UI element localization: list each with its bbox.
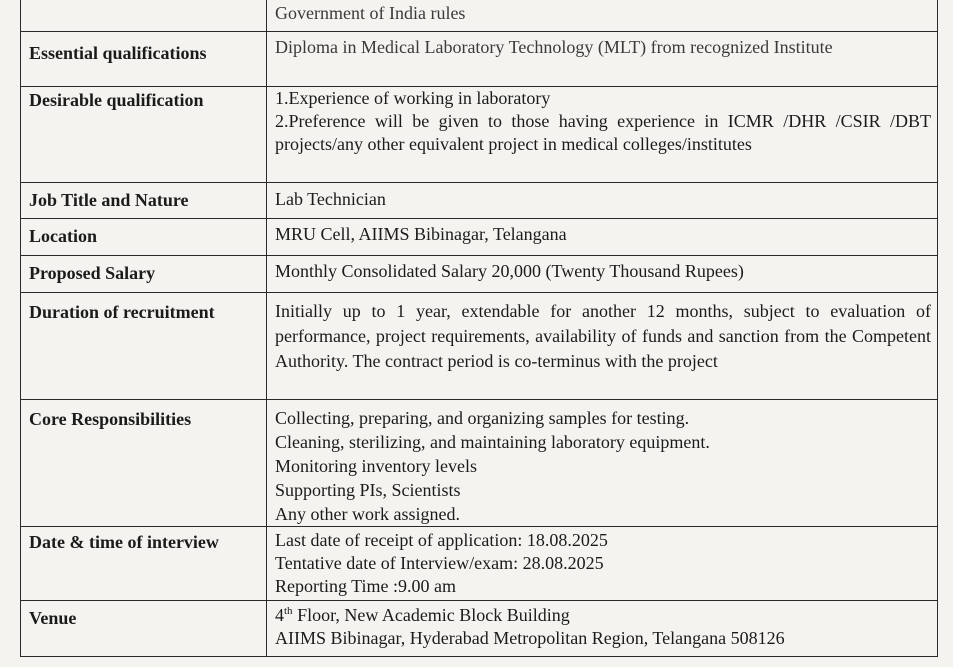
value-line: Any other work assigned.: [275, 504, 460, 524]
value-line: Reporting Time :9.00 am: [275, 576, 457, 596]
job-details-table: [20, 0, 938, 657]
value-line: MRU Cell, AIIMS Bibinagar, Telangana: [275, 224, 567, 244]
value-line: Diploma in Medical Laboratory Technology (MLT) from recognized Institute: [275, 37, 833, 57]
row-label: Proposed Salary: [21, 256, 267, 293]
floor-number: 4: [275, 605, 284, 625]
table-row: [21, 183, 938, 219]
value-line: 1.Experience of working in laboratory: [275, 88, 551, 108]
value-line: Cleaning, sterilizing, and maintaining laboratory equipment.: [275, 432, 710, 452]
row-label: Core Responsibilities: [21, 400, 267, 527]
row-value: [267, 87, 938, 183]
value-line: Monitoring inventory levels: [275, 456, 477, 476]
value-line: Tentative date of Interview/exam: 28.08.2025: [275, 553, 604, 573]
row-value: [267, 527, 938, 601]
row-value: [267, 256, 938, 293]
row-value: [267, 400, 938, 527]
value-line: Initially up to 1 year, extendable for another 12 months, subject to evaluation of performance, project requirements, availability of funds and sanction from the Competent Authority. The contract period is co-terminus with the project: [275, 301, 931, 371]
value-line: 2.Preference will be given to those having experience in ICMR /DHR /CSIR /DBT projects/any other equivalent project in medical colleges/institutes: [275, 111, 931, 154]
row-value: [267, 183, 938, 219]
row-label: Desirable qualification: [21, 87, 267, 183]
row-label: Duration of recruitment: [21, 293, 267, 400]
row-label: Venue: [21, 601, 267, 657]
row-value: [267, 32, 938, 87]
value-line: AIIMS Bibinagar, Hyderabad Metropolitan Region, Telangana 508126: [275, 628, 785, 648]
value-line: Supporting PIs, Scientists: [275, 480, 461, 500]
row-label: Location: [21, 219, 267, 256]
table-row: [21, 87, 938, 183]
venue-building: Floor, New Academic Block Building: [292, 605, 570, 625]
value-line: [275, 604, 931, 627]
ordinal-suffix: th: [284, 605, 293, 617]
row-value: [267, 601, 938, 657]
row-value: [267, 293, 938, 400]
table-row: [21, 601, 938, 657]
table-row: [21, 0, 938, 32]
table-row: [21, 527, 938, 601]
value-line: Government of India rules: [275, 3, 466, 23]
table-row: [21, 293, 938, 400]
table-row: [21, 256, 938, 293]
table-row: [21, 32, 938, 87]
value-line: Monthly Consolidated Salary 20,000 (Twenty Thousand Rupees): [275, 261, 744, 281]
value-line: Collecting, preparing, and organizing samples for testing.: [275, 408, 690, 428]
row-label: Date & time of interview: [21, 527, 267, 601]
row-label: Job Title and Nature: [21, 183, 267, 219]
table-row: [21, 219, 938, 256]
value-line: Last date of receipt of application: 18.08.2025: [275, 530, 608, 550]
table-row: [21, 400, 938, 527]
row-value: [267, 219, 938, 256]
row-value: [267, 0, 938, 32]
row-label: Essential qualifications: [21, 32, 267, 87]
row-label: [21, 0, 267, 32]
value-line: Lab Technician: [275, 189, 386, 209]
